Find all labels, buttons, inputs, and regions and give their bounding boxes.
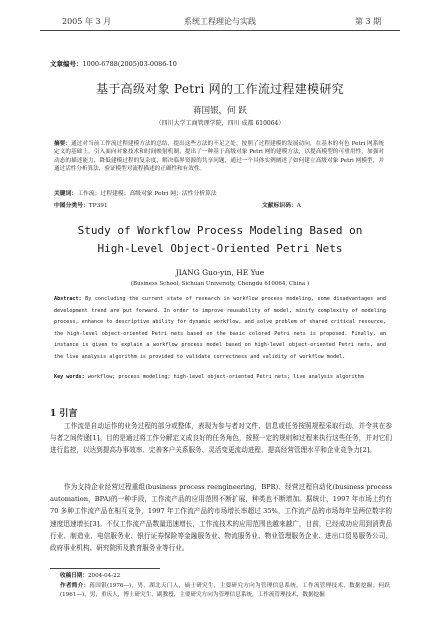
abstract-en-label: Abstract: bbox=[54, 296, 82, 302]
section-heading-introduction: 1 引言 bbox=[50, 409, 78, 419]
footnote-received bbox=[60, 572, 390, 581]
section1-paragraph-2: 作为支持企业经营过程重组(business process reengineering，BPR)、经营过程自动化(business process automation，BPA)的一种手段，工作流产品的应用范围不断扩展，种类也不断增加。据统计，1997 年市场上约有 70 多种工作流产品在相互竞争，1997 年工作流产品的市场增长率超过 35%，工作流产品的市场每年呈两位数字的速度迅速增长[3]。不仅工作流产品数量迅速增长，工作流技术的应用范围也越来越广，目前，已经成功应用到消费品行业、制造业、电信服务业、银行证券保险等金融服务业、物流服务业、物业管理服务企业、进出口贸易服务公司、政府事业机构、研究院所及教育服务业等行业。 bbox=[50, 483, 392, 553]
abstract-en bbox=[54, 294, 386, 364]
article-number-value: 1000-6788(2005)03-0086-10 bbox=[82, 60, 177, 68]
keywords-cn-text: 工作流；过程建模；高级对象 Petri 网；活性分析算法 bbox=[77, 191, 217, 197]
document-code-value: A bbox=[296, 203, 301, 209]
clc-value: TP391 bbox=[88, 203, 108, 209]
abstract-cn-text: 通过对当前工作流过程建模方法的总结，提出这些方法的不足之处，按照了过程建模的发展动向，在基本的有色 Petri 网系统定义的基础上，引入面向对象技术和时间映射机制，提出了一种基于高级对象 Petri 网的建模方法，以提高模型的可重用性，加强对动态的描述能力，降低建模过程的复杂度，解决临界资源的共享问题，通过一个具体实例阐述了如何建立高级对象 Petri 网模型，并通过活性分析算法，验证模型对流程描述的正确性和有效性。 bbox=[54, 141, 384, 173]
clc-label: 中图分类号： bbox=[54, 203, 89, 209]
document-code-label: 文献标识码： bbox=[262, 203, 297, 209]
received-date: 2004-04-22 bbox=[87, 573, 121, 579]
authors-cn: 蒋国银，何 跃 bbox=[193, 106, 247, 116]
clc-number bbox=[54, 202, 108, 211]
affiliation-en: (Business School, Sichuan University, Chengdu 610064, China ) bbox=[130, 281, 310, 287]
abstract-cn-label: 摘要： bbox=[54, 141, 72, 147]
header-journal: 系统工程理论与实践 bbox=[184, 17, 256, 26]
paper-title-cn: 基于高级对象 Petri 网的工作流过程建模研究 bbox=[96, 82, 344, 96]
bio-text: 蒋国银(1976—)，男，湖北天门人，硕士研究生，主要研究方向为管理信息系统，工作流管理技术，数据挖掘；何跃(1961—)，男，重庆人，博士研究生，副教授，主要研究方向为管理信息系统，工作流管理技术，数据挖掘 bbox=[60, 583, 390, 598]
abstract-en-text: By concluding the current state of research in workflow process modeling, some disadvantages and development trend are put forward. In order to improve reusability of model, minify complexity of modeling process, enhance to descriptive ability for dynamic workflow, and solve problem of shared critical resource, the high-level object-oriented Petri nets based on the basic colored Petri nets is proposed. Finally, an instance is given to explain a workflow process model based on high-level object-oriented Petri nets, and the live analysis algorithm is provided to validate correctness and validity of workflow model. bbox=[54, 296, 386, 360]
footnote-rule bbox=[50, 568, 160, 569]
document-code bbox=[262, 202, 301, 211]
article-number-label: 文章编号： bbox=[50, 60, 83, 68]
article-number bbox=[50, 60, 177, 69]
authors-en: JIANG Guo-yin, HE Yue bbox=[175, 268, 265, 277]
paper-title-en-line-1: Study of Workflow Process Modeling Based on bbox=[77, 224, 363, 237]
header-issue: 第 3 期 bbox=[355, 17, 382, 26]
keywords-cn-label: 关键词： bbox=[54, 191, 78, 197]
affiliation-cn: （四川大学工商管理学院，四川 成都 610064） bbox=[155, 120, 285, 127]
abstract-cn bbox=[54, 140, 384, 174]
keywords-en bbox=[54, 372, 386, 384]
bio-label: 作者简介： bbox=[60, 583, 90, 589]
received-label: 收稿日期： bbox=[60, 573, 88, 579]
section1-paragraph-1: 工作流是自动运作的业务过程的部分或整体，表现为参与者对文件、信息或任务按照规程采取行动，并令其在参与者之间传递[1]。目的是通过将工作分解定义成良好的任务角色，按照一定的规则和过程来执行这些任务，并对它们进行监控，以达到提高办事效率、完善客户关系服务、灵活变更流动进程、提高经营管理水平和企业竞争力[2]。 bbox=[50, 422, 392, 455]
paper-title-en-line-2: High-Level Object-Oriented Petri Nets bbox=[97, 242, 343, 255]
keywords-cn bbox=[54, 190, 384, 199]
keywords-en-label: Key words: bbox=[54, 374, 85, 380]
header-date: 2005 年 3 月 bbox=[62, 17, 112, 26]
footnote-author-bio bbox=[60, 582, 390, 600]
header-rule bbox=[40, 30, 400, 31]
keywords-en-text: workflow; process modeling; high-level object-oriented Petri nets; live analysis algorithm bbox=[87, 374, 364, 380]
